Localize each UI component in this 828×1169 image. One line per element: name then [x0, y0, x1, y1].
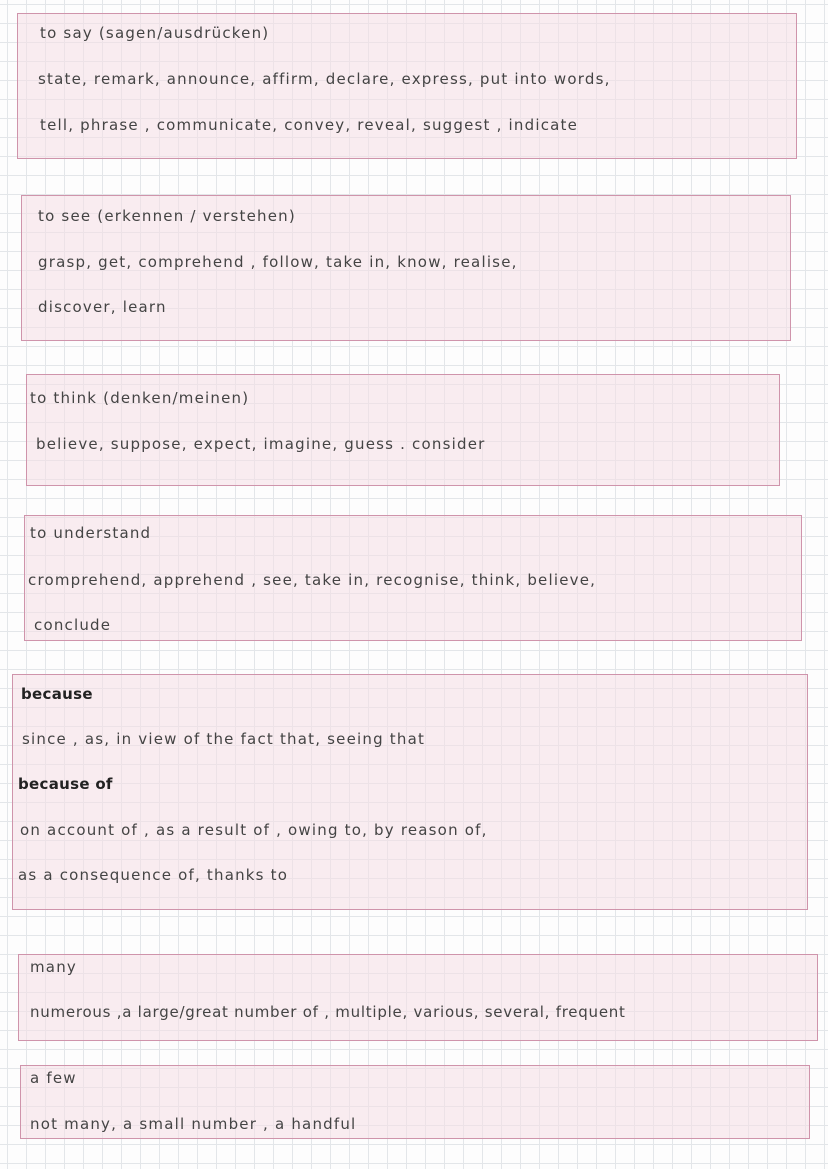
synonym-line: on account of , as a result of , owing to, by reason of,	[20, 821, 488, 839]
section-heading: a few	[30, 1069, 77, 1087]
synonym-line: since , as, in view of the fact that, seeing that	[22, 730, 426, 748]
synonym-line: grasp, get, comprehend , follow, take in, know, realise,	[38, 253, 518, 271]
section-heading: many	[30, 958, 77, 976]
section-subheading: because of	[18, 775, 113, 793]
synonym-line: cromprehend, apprehend , see, take in, recognise, think, believe,	[28, 571, 597, 589]
synonym-line: tell, phrase , communicate, convey, reveal, suggest , indicate	[40, 116, 579, 134]
section-heading: to say (sagen/ausdrücken)	[40, 24, 270, 42]
synonym-line: state, remark, announce, affirm, declare, express, put into words,	[38, 70, 611, 88]
section-heading: to understand	[30, 524, 152, 542]
synonym-line: as a consequence of, thanks to	[18, 866, 289, 884]
section-heading: to think (denken/meinen)	[30, 389, 250, 407]
section-box-many	[18, 954, 818, 1041]
section-heading: because	[21, 685, 93, 703]
synonym-line: not many, a small number , a handful	[30, 1115, 357, 1133]
synonym-line: believe, suppose, expect, imagine, guess . consider	[36, 435, 486, 453]
synonym-line: conclude	[34, 616, 112, 634]
synonym-line: discover, learn	[38, 298, 167, 316]
synonym-line: numerous ,a large/great number of , multiple, various, several, frequent	[30, 1003, 626, 1021]
section-heading: to see (erkennen / verstehen)	[38, 207, 296, 225]
